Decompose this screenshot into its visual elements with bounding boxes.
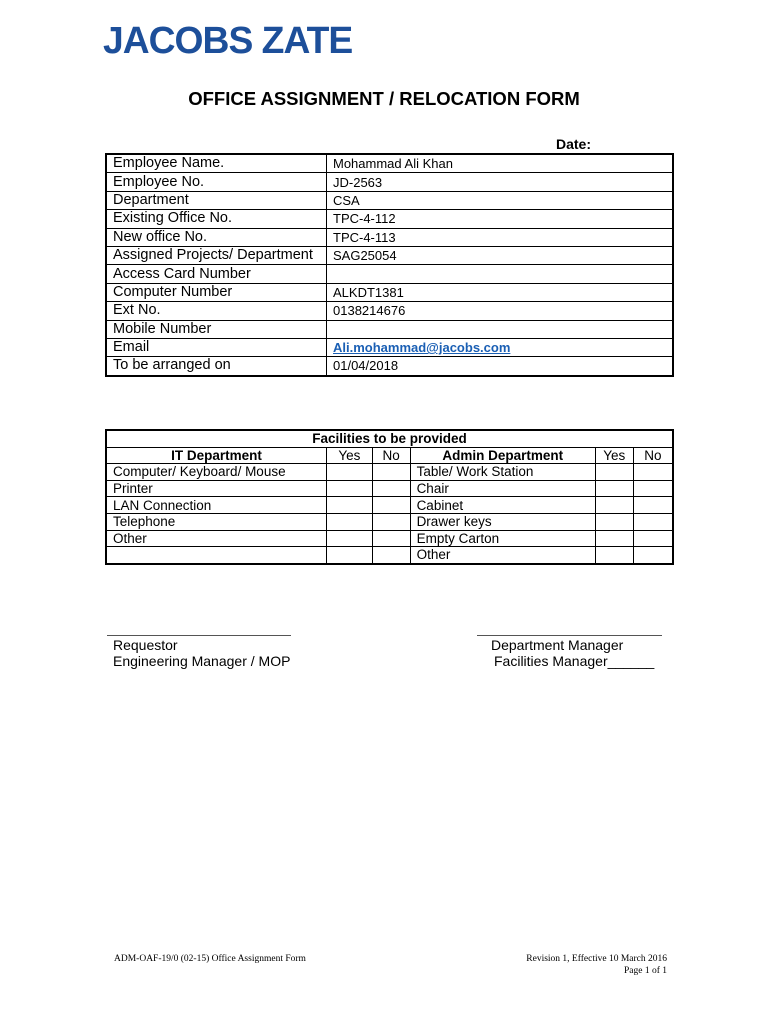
info-row-label: Email [106, 338, 327, 356]
it-yes-checkbox-cell[interactable] [327, 497, 373, 514]
page-number-footer: Page 1 of 1 [623, 966, 667, 976]
info-row-label: Department [106, 191, 327, 209]
info-row-label: Mobile Number [106, 320, 327, 338]
admin-yes-checkbox-cell[interactable] [595, 547, 633, 564]
info-row-label: Employee No. [106, 173, 327, 191]
it-no-checkbox-cell[interactable] [372, 530, 410, 547]
info-row-label: Assigned Projects/ Department [106, 246, 327, 264]
engineering-manager-label: Engineering Manager / MOP [113, 653, 291, 669]
info-row [106, 154, 673, 173]
it-item-label: Computer/ Keyboard/ Mouse [106, 464, 327, 481]
facility-row [106, 513, 673, 530]
email-value-cell [327, 338, 674, 356]
it-no-checkbox-cell[interactable] [372, 480, 410, 497]
it-no-checkbox-cell[interactable] [372, 513, 410, 530]
requestor-label: Requestor [113, 637, 178, 653]
admin-no-checkbox-cell[interactable] [633, 513, 673, 530]
it-yes-checkbox-cell[interactable] [327, 480, 373, 497]
it-no-checkbox-cell[interactable] [372, 464, 410, 481]
info-row-label: Ext No. [106, 302, 327, 320]
form-code-footer: ADM-OAF-19/0 (02-15) Office Assignment Form [114, 954, 306, 964]
department-manager-label: Department Manager [491, 637, 624, 653]
info-row-label: To be arranged on [106, 357, 327, 376]
requestor-signature-line [107, 635, 291, 636]
info-row-value[interactable]: 01/04/2018 [327, 357, 674, 376]
admin-yes-checkbox-cell[interactable] [595, 513, 633, 530]
info-row-label: Computer Number [106, 283, 327, 301]
it-no-header: No [372, 447, 410, 464]
info-row-value[interactable] [327, 320, 674, 338]
company-logo: JACOBS ZATE [103, 20, 353, 62]
it-yes-checkbox-cell[interactable] [327, 530, 373, 547]
info-row [106, 302, 673, 320]
it-item-label: Other [106, 530, 327, 547]
it-item-label: LAN Connection [106, 497, 327, 514]
info-row-value[interactable]: TPC-4-112 [327, 210, 674, 228]
admin-no-checkbox-cell[interactable] [633, 497, 673, 514]
admin-item-label: Empty Carton [410, 530, 595, 547]
info-row-value[interactable]: Mohammad Ali Khan [327, 154, 674, 173]
info-row [106, 265, 673, 283]
info-row [106, 357, 673, 376]
facilities-manager-label: Facilities Manager______ [494, 653, 655, 669]
revision-footer: Revision 1, Effective 10 March 2016 [526, 954, 667, 964]
admin-item-label: Drawer keys [410, 513, 595, 530]
admin-item-label: Cabinet [410, 497, 595, 514]
info-row-value[interactable]: JD-2563 [327, 173, 674, 191]
info-row [106, 191, 673, 209]
admin-department-header: Admin Department [410, 447, 595, 464]
info-row-label: Existing Office No. [106, 210, 327, 228]
it-yes-header: Yes [327, 447, 373, 464]
info-row-value[interactable]: CSA [327, 191, 674, 209]
info-row [106, 338, 673, 356]
info-row-label: New office No. [106, 228, 327, 246]
it-yes-checkbox-cell[interactable] [327, 464, 373, 481]
facilities-table [105, 429, 674, 565]
facility-row [106, 497, 673, 514]
facility-row [106, 464, 673, 481]
info-row-value[interactable]: ALKDT1381 [327, 283, 674, 301]
info-row-label: Employee Name. [106, 154, 327, 173]
it-department-header: IT Department [106, 447, 327, 464]
admin-no-header: No [633, 447, 673, 464]
info-row [106, 246, 673, 264]
admin-yes-checkbox-cell[interactable] [595, 530, 633, 547]
it-item-label: Telephone [106, 513, 327, 530]
info-row-value[interactable] [327, 265, 674, 283]
it-item-label: Printer [106, 480, 327, 497]
admin-no-checkbox-cell[interactable] [633, 547, 673, 564]
manager-signature-line [477, 635, 662, 636]
facility-row [106, 530, 673, 547]
it-yes-checkbox-cell[interactable] [327, 547, 373, 564]
email-link[interactable]: Ali.mohammad@jacobs.com [333, 340, 511, 356]
admin-item-label: Other [410, 547, 595, 564]
admin-yes-checkbox-cell[interactable] [595, 464, 633, 481]
admin-yes-checkbox-cell[interactable] [595, 497, 633, 514]
info-row [106, 210, 673, 228]
admin-yes-header: Yes [595, 447, 633, 464]
info-row [106, 173, 673, 191]
info-row [106, 320, 673, 338]
date-label: Date: [556, 136, 592, 152]
it-no-checkbox-cell[interactable] [372, 547, 410, 564]
info-row-value[interactable]: 0138214676 [327, 302, 674, 320]
admin-no-checkbox-cell[interactable] [633, 480, 673, 497]
admin-no-checkbox-cell[interactable] [633, 530, 673, 547]
info-row [106, 228, 673, 246]
admin-item-label: Table/ Work Station [410, 464, 595, 481]
form-title: OFFICE ASSIGNMENT / RELOCATION FORM [188, 88, 580, 109]
admin-item-label: Chair [410, 480, 595, 497]
info-row-value[interactable]: SAG25054 [327, 246, 674, 264]
it-item-label [106, 547, 327, 564]
employee-info-table [105, 153, 674, 377]
info-row-label: Access Card Number [106, 265, 327, 283]
info-row [106, 283, 673, 301]
it-no-checkbox-cell[interactable] [372, 497, 410, 514]
info-row-value[interactable]: TPC-4-113 [327, 228, 674, 246]
facility-row [106, 547, 673, 564]
admin-no-checkbox-cell[interactable] [633, 464, 673, 481]
facilities-title: Facilities to be provided [106, 430, 673, 447]
facility-row [106, 480, 673, 497]
it-yes-checkbox-cell[interactable] [327, 513, 373, 530]
admin-yes-checkbox-cell[interactable] [595, 480, 633, 497]
